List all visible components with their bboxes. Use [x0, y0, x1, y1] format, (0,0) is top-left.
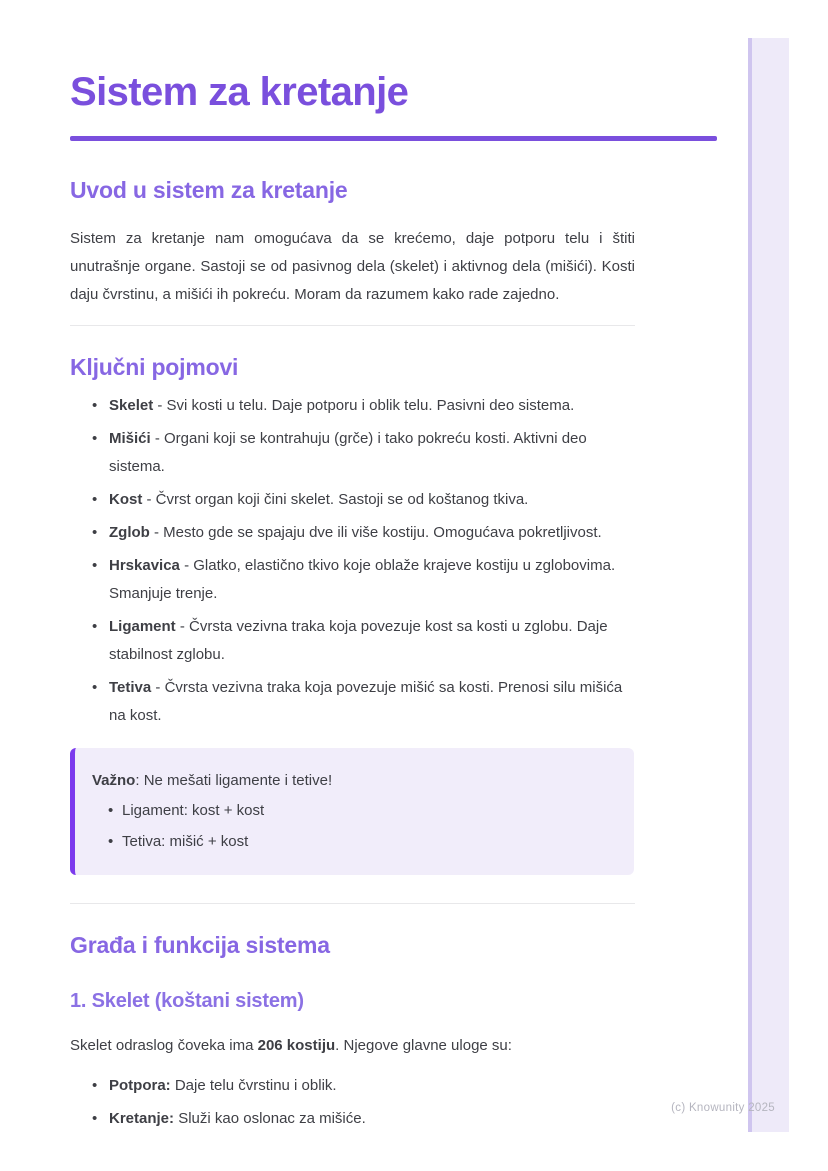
list-item: [70, 613, 635, 669]
term-text: - Mesto gde se spajaju dve ili više kostiju. Omogućava pokretljivost.: [149, 524, 602, 541]
term-text: - Čvrst organ koji čini skelet. Sastoji se od koštanog tkiva.: [142, 491, 529, 508]
term-label: Ligament: [109, 618, 176, 635]
list-item: [92, 828, 610, 856]
list-item: [70, 486, 635, 514]
bullet-icon: •: [92, 679, 98, 696]
section-heading-key-terms: Ključni pojmovi: [70, 354, 239, 380]
section-heading-structure: Građa i funkcija sistema: [70, 932, 330, 958]
page-title: Sistem za kretanje: [70, 70, 409, 114]
bullet-icon: •: [92, 557, 98, 574]
term-label: Skelet: [109, 397, 154, 414]
term-text: - Čvrsta vezivna traka koja povezuje kost sa kosti u zglobu. Daje stabilnost zglobu.: [109, 618, 608, 663]
term-label: Zglob: [109, 524, 150, 541]
section-divider: [70, 903, 635, 904]
bullet-icon: •: [108, 802, 114, 819]
bullet-icon: •: [92, 524, 98, 541]
bullet-icon: •: [92, 1077, 98, 1094]
term-label: Kost: [109, 491, 143, 508]
term-definition: [109, 613, 635, 669]
title-underline: [70, 136, 717, 141]
list-item: [70, 519, 635, 547]
term-definition: [109, 552, 635, 608]
callout-label: Važno: [92, 772, 136, 789]
term-definition: [109, 1105, 635, 1133]
important-callout: [70, 748, 634, 875]
bullet-icon: •: [92, 491, 98, 508]
lead-pre: Skelet odraslog čoveka ima: [70, 1037, 258, 1054]
section-divider: [70, 325, 635, 326]
term-definition: [109, 674, 635, 730]
list-item: [70, 552, 635, 608]
subsection-heading-skeleton: 1. Skelet (koštani sistem): [70, 990, 304, 1012]
term-label: Mišići: [109, 430, 151, 447]
list-item: [70, 392, 635, 420]
callout-item-text: Tetiva: mišić + kost: [122, 833, 249, 850]
callout-item-text: Ligament: kost + kost: [122, 802, 265, 819]
callout-title: [92, 767, 610, 795]
term-text: Služi kao oslonac za mišiće.: [174, 1110, 366, 1127]
term-definition: [109, 425, 635, 481]
bullet-icon: •: [108, 833, 114, 850]
term-text: Daje telu čvrstinu i oblik.: [170, 1077, 337, 1094]
skeleton-roles-list: [70, 1072, 635, 1133]
list-item: [70, 674, 635, 730]
term-definition: [109, 392, 635, 420]
lead-bold: 206 kostiju: [257, 1037, 336, 1054]
term-definition: [109, 486, 635, 514]
watermark: (c) Knowunity 2025: [671, 1102, 775, 1114]
list-item: [70, 1105, 635, 1133]
right-accent-strip: [748, 38, 789, 1132]
bullet-icon: •: [92, 1110, 98, 1127]
term-text: - Svi kosti u telu. Daje potporu i oblik telu. Pasivni deo sistema.: [153, 397, 575, 414]
list-item: [70, 1072, 635, 1100]
term-label: Hrskavica: [109, 557, 180, 574]
callout-list: [92, 797, 610, 856]
term-label: Potpora:: [109, 1077, 171, 1094]
bullet-icon: •: [92, 618, 98, 635]
term-definition: [109, 1072, 635, 1100]
term-definition: [109, 519, 635, 547]
section-heading-intro: Uvod u sistem za kretanje: [70, 177, 348, 203]
key-terms-list: [70, 392, 635, 730]
term-label: Tetiva: [109, 679, 152, 696]
term-text: - Čvrsta vezivna traka koja povezuje mišić sa kosti. Prenosi silu mišića na kost.: [109, 679, 623, 724]
skeleton-lead-paragraph: [70, 1032, 635, 1060]
term-text: - Organi koji se kontrahuju (grče) i tako pokreću kosti. Aktivni deo sistema.: [109, 430, 587, 475]
term-label: Kretanje:: [109, 1110, 175, 1127]
intro-paragraph: Sistem za kretanje nam omogućava da se krećemo, daje potporu telu i štiti unutrašnje organe. Sastoji se od pasivnog dela (skelet) i aktivnog dela (mišići). Kosti daju čvrstinu, a mišići ih pokreću. Moram da razumem kako rade zajedno.: [70, 230, 635, 303]
callout-text: : Ne mešati ligamente i tetive!: [135, 772, 333, 789]
document-page: [70, 0, 635, 1133]
lead-post: . Njegove glavne uloge su:: [335, 1037, 512, 1054]
bullet-icon: •: [92, 397, 98, 414]
bullet-icon: •: [92, 430, 98, 447]
list-item: [92, 797, 610, 825]
term-text: - Glatko, elastično tkivo koje oblaže krajeve kostiju u zglobovima. Smanjuje trenje.: [109, 557, 616, 602]
list-item: [70, 425, 635, 481]
